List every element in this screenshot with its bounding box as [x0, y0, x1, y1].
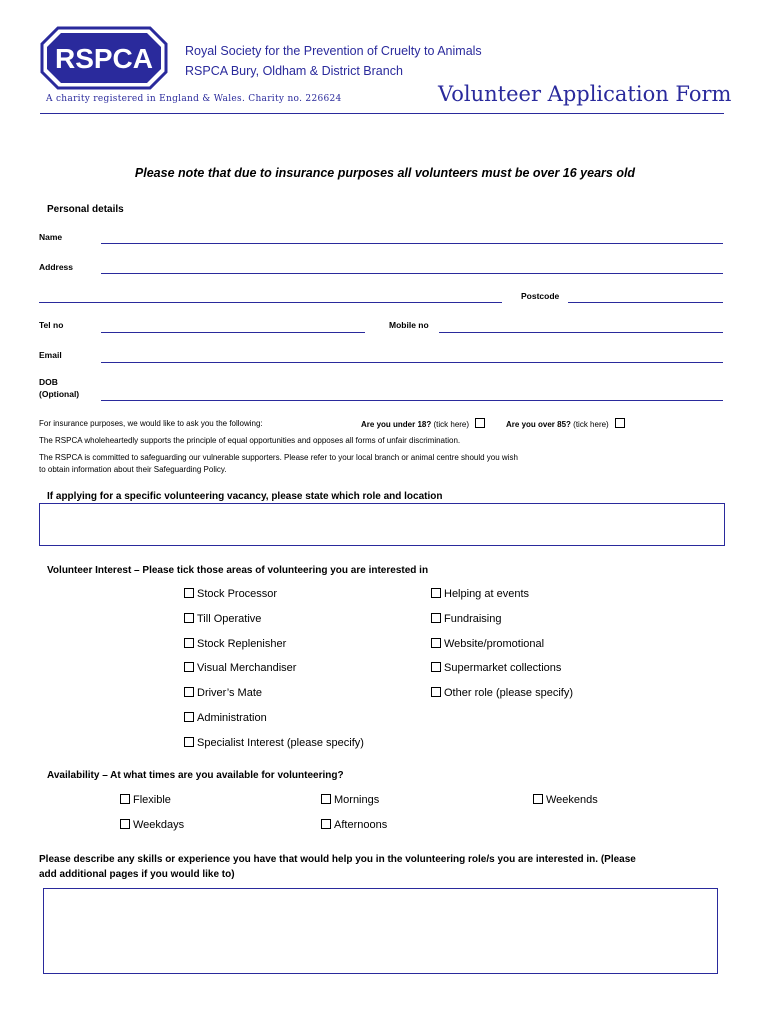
- branch-name: RSPCA Bury, Oldham & District Branch: [185, 64, 403, 78]
- interest-option-specialist-interest[interactable]: Specialist Interest (please specify): [184, 737, 364, 749]
- safeguarding-statement-2: to obtain information about their Safeguarding Policy.: [39, 465, 227, 474]
- checkbox-icon: [184, 662, 194, 672]
- name-field[interactable]: [101, 243, 723, 244]
- checkbox-icon: [431, 613, 441, 623]
- safeguarding-statement-1: The RSPCA is committed to safeguarding our vulnerable supporters. Please refer to your local branch or animal centre should you wish: [39, 453, 518, 462]
- header-divider: [40, 113, 724, 114]
- interest-option-administration[interactable]: Administration: [184, 712, 267, 724]
- personal-details-heading: Personal details: [47, 204, 124, 215]
- skills-prompt-line-2: add additional pages if you would like to): [39, 869, 235, 880]
- rspca-logo: [40, 26, 168, 90]
- email-label: Email: [39, 350, 62, 360]
- name-label: Name: [39, 232, 63, 242]
- address-field-1[interactable]: [101, 273, 723, 274]
- over-85-question: [506, 418, 628, 429]
- interest-option-stock-replenisher[interactable]: Stock Replenisher: [184, 638, 286, 650]
- checkbox-icon: [120, 819, 130, 829]
- availability-option-weekdays[interactable]: Weekdays: [120, 819, 184, 831]
- checkbox-icon: [184, 687, 194, 697]
- tel-label: Tel no: [39, 320, 64, 330]
- tel-field[interactable]: [101, 332, 365, 333]
- availability-option-weekends[interactable]: Weekends: [533, 794, 598, 806]
- email-field[interactable]: [101, 362, 723, 363]
- checkbox-icon: [321, 819, 331, 829]
- checkbox-icon: [321, 794, 331, 804]
- checkbox-icon: [184, 613, 194, 623]
- checkbox-icon: [184, 737, 194, 747]
- interest-option-till-operative[interactable]: Till Operative: [184, 613, 261, 625]
- postcode-field[interactable]: [568, 302, 723, 303]
- checkbox-icon: [184, 588, 194, 598]
- under-18-question: [361, 418, 488, 429]
- interest-heading: Volunteer Interest – Please tick those areas of volunteering you are interested in: [47, 565, 429, 576]
- checkbox-icon: [431, 588, 441, 598]
- age-notice: Please note that due to insurance purposes all volunteers must be over 16 years old: [134, 166, 636, 180]
- interest-option-other-role[interactable]: Other role (please specify): [431, 687, 573, 699]
- vacancy-heading: If applying for a specific volunteering vacancy, please state which role and location: [47, 491, 443, 502]
- checkbox-icon: [184, 712, 194, 722]
- address-label: Address: [39, 262, 74, 272]
- skills-prompt-line-1: Please describe any skills or experience you have that would help you in the volunteering role/s you are interested in. (Please: [39, 854, 636, 865]
- interest-option-visual-merchandiser[interactable]: Visual Merchandiser: [184, 662, 296, 674]
- checkbox-icon: [431, 662, 441, 672]
- over-85-checkbox[interactable]: [615, 418, 625, 428]
- checkbox-icon: [431, 638, 441, 648]
- under-18-checkbox[interactable]: [475, 418, 485, 428]
- under-18-hint: (tick here): [433, 420, 470, 429]
- checkbox-icon: [431, 687, 441, 697]
- checkbox-icon: [120, 794, 130, 804]
- logo-text: RSPCA: [54, 43, 154, 74]
- interest-option-fundraising[interactable]: Fundraising: [431, 613, 501, 625]
- availability-option-afternoons[interactable]: Afternoons: [321, 819, 387, 831]
- under-18-label: Are you under 18?: [361, 420, 432, 429]
- availability-option-mornings[interactable]: Mornings: [321, 794, 379, 806]
- dob-field[interactable]: [101, 400, 723, 401]
- interest-option-drivers-mate[interactable]: Driver’s Mate: [184, 687, 262, 699]
- mobile-field[interactable]: [439, 332, 723, 333]
- dob-optional-label: (Optional): [39, 389, 80, 399]
- checkbox-icon: [533, 794, 543, 804]
- charity-line: A charity registered in England & Wales. Charity no. 226624: [46, 94, 342, 104]
- vacancy-textbox[interactable]: [39, 503, 725, 546]
- interest-option-website-promotional[interactable]: Website/promotional: [431, 638, 544, 650]
- interest-option-helping-at-events[interactable]: Helping at events: [431, 588, 529, 600]
- postcode-label: Postcode: [521, 291, 560, 301]
- insurance-intro: For insurance purposes, we would like to ask you the following:: [39, 419, 263, 428]
- interest-option-stock-processor[interactable]: Stock Processor: [184, 588, 277, 600]
- interest-option-supermarket-collections[interactable]: Supermarket collections: [431, 662, 561, 674]
- skills-textbox[interactable]: [43, 888, 718, 974]
- org-name: Royal Society for the Prevention of Cruelty to Animals: [185, 44, 482, 58]
- mobile-label: Mobile no: [389, 320, 429, 330]
- availability-option-flexible[interactable]: Flexible: [120, 794, 171, 806]
- over-85-label: Are you over 85?: [506, 420, 571, 429]
- checkbox-icon: [184, 638, 194, 648]
- availability-heading: Availability – At what times are you available for volunteering?: [47, 770, 344, 781]
- address-field-2[interactable]: [39, 302, 502, 303]
- form-title: Volunteer Application Form: [438, 82, 732, 106]
- over-85-hint: (tick here): [573, 420, 609, 429]
- dob-label: DOB: [39, 377, 58, 387]
- equal-opportunities-statement: The RSPCA wholeheartedly supports the principle of equal opportunities and opposes all forms of unfair discrimination.: [39, 436, 461, 445]
